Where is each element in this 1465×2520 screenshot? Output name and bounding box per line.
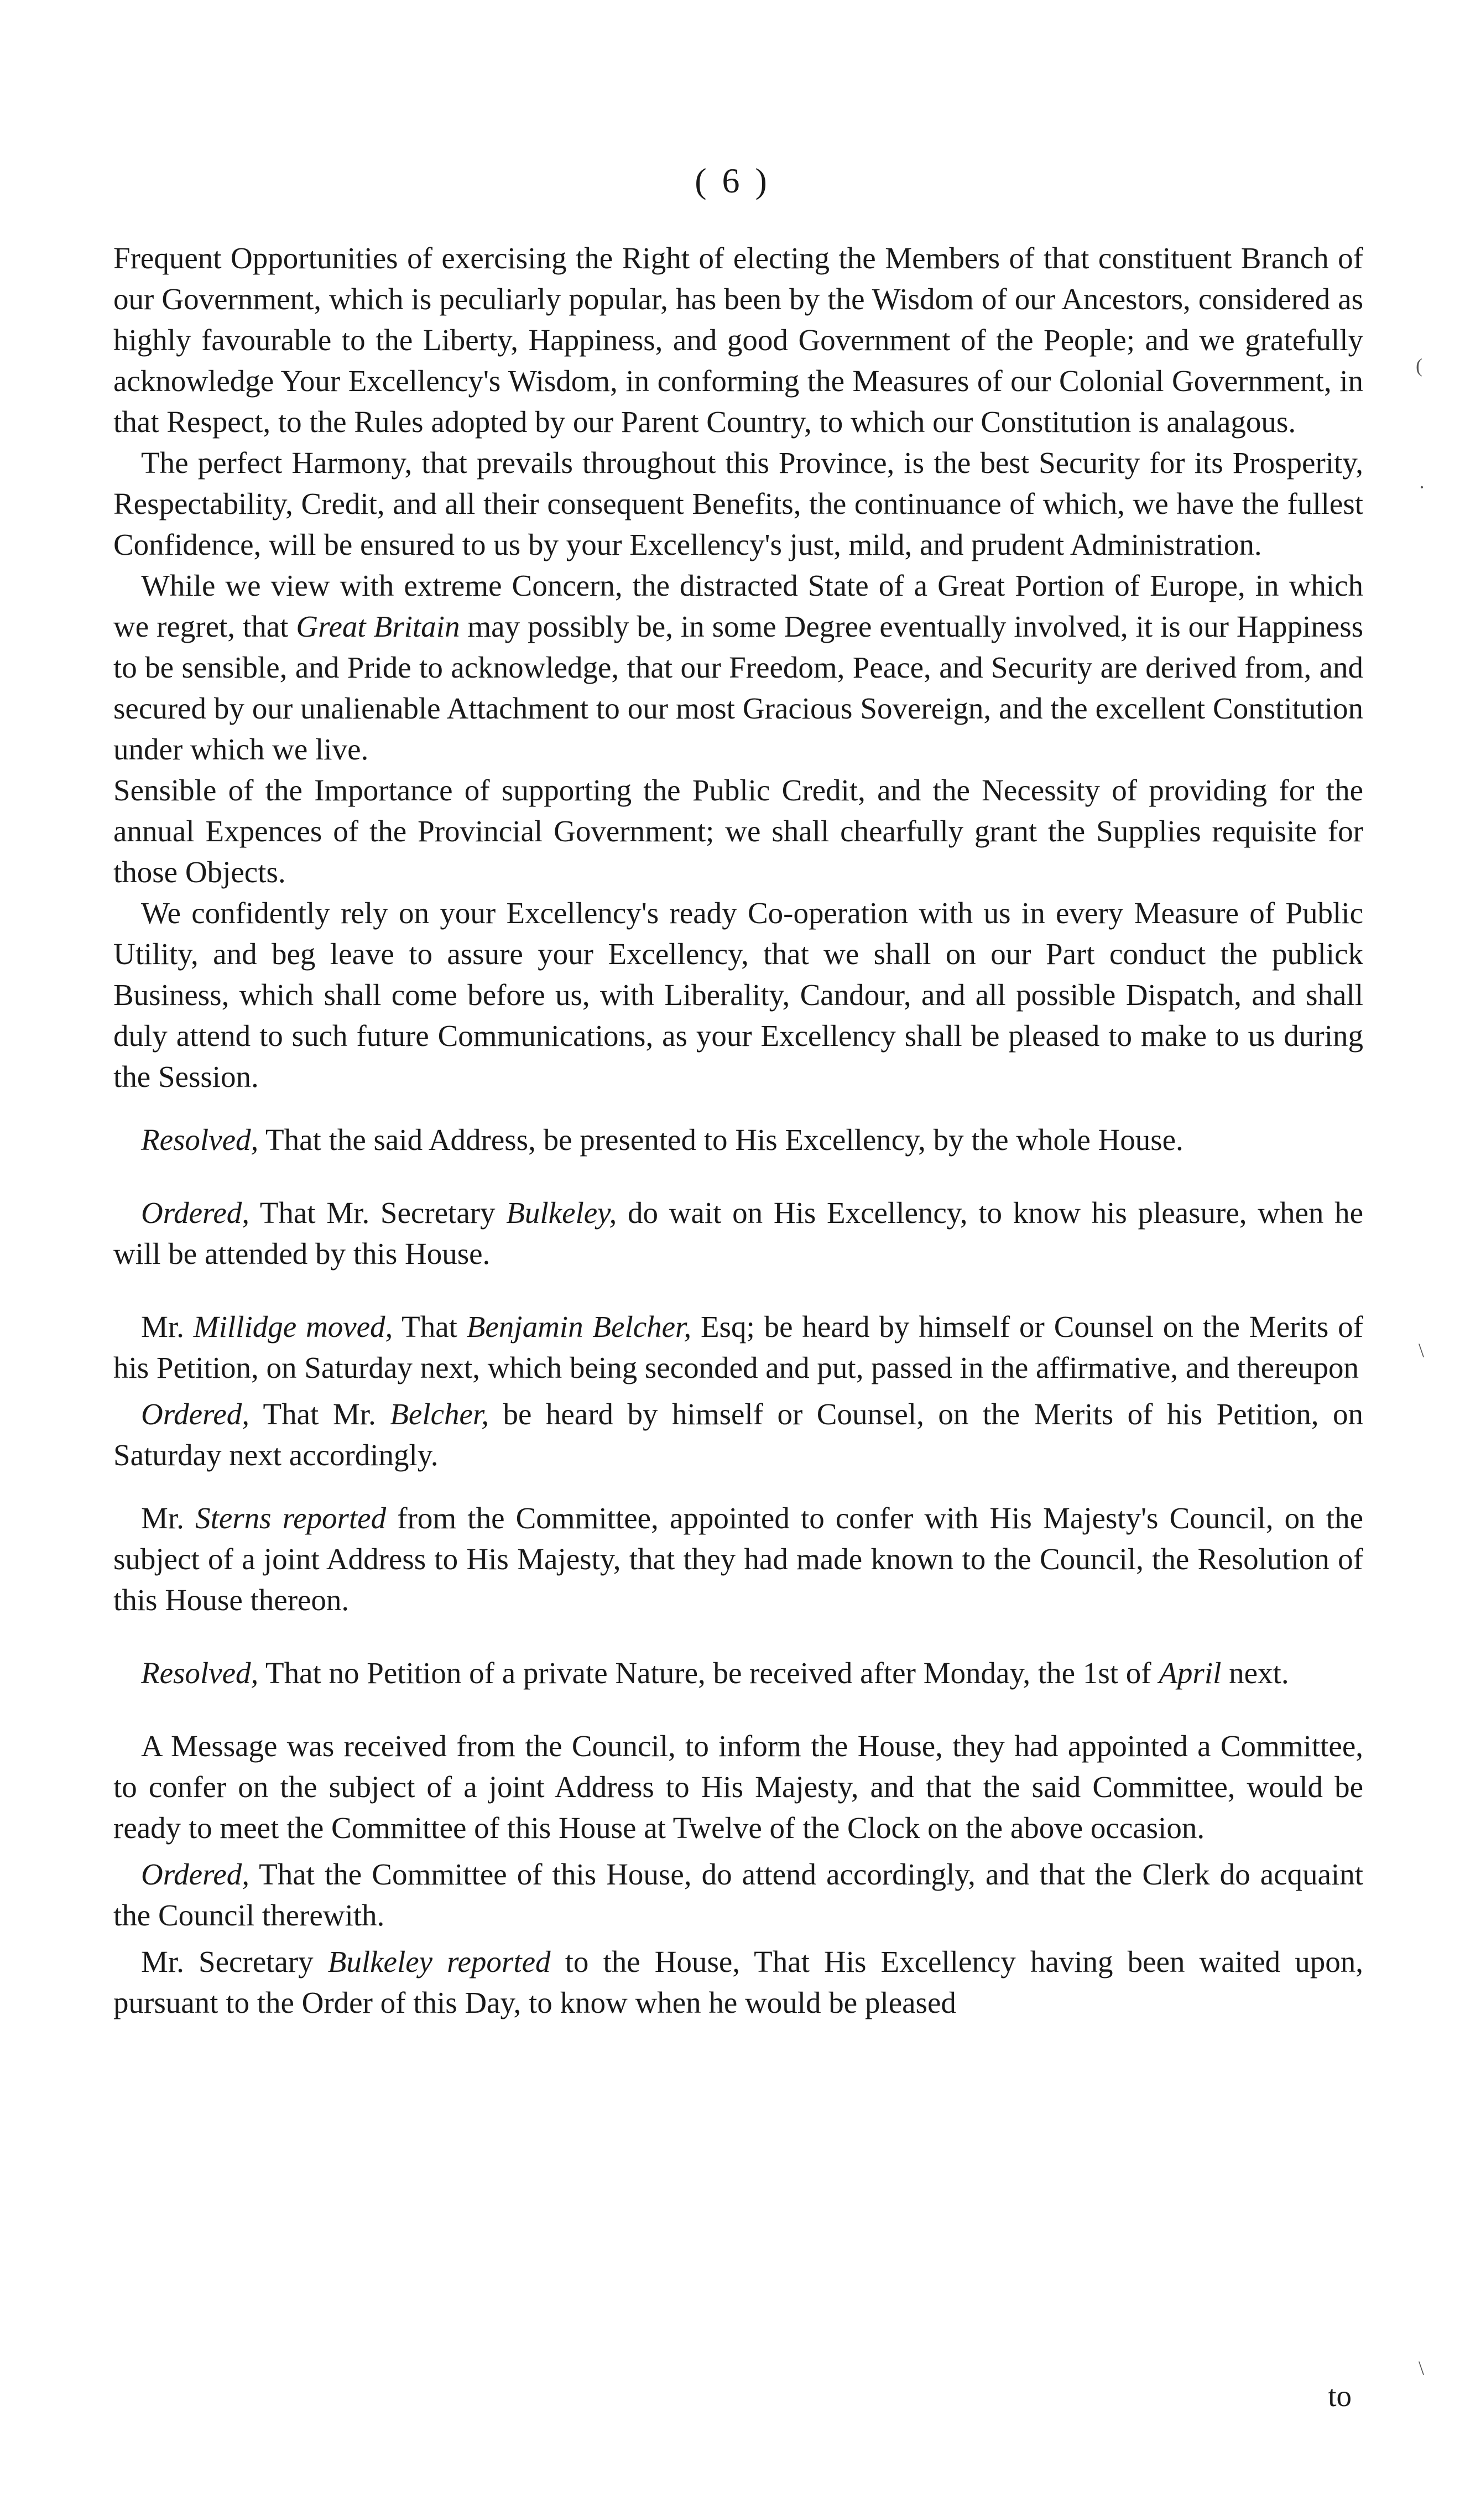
entry-lead: Resolved, (141, 1123, 259, 1157)
entry-text: That Mr. (249, 1397, 390, 1431)
entry-lead: Bulkeley reported (327, 1945, 551, 1978)
paragraph-text: may possibly be, in some Degree eventually involved, it is our Happiness to be sensible, and Pride to acknowledge, that our Freedom, Peace, and Security are derived from, and secured by our unalienable Attachment to our most Gracious Sovereign, and the excellent Constitution under which we live. (113, 610, 1363, 766)
order-entry (113, 1854, 1363, 1936)
entry-text: Esq; be heard by himself or Counsel on the Merits of his Petition, on Saturday next, which being seconded and put, passed in the affirmative, and thereupon (113, 1310, 1363, 1384)
entry-text: Mr. Secretary (141, 1945, 328, 1978)
entry-lead: Ordered, (141, 1196, 250, 1230)
report-entry (113, 1498, 1363, 1621)
entry-text: be heard by himself or Counsel, on the Merits of his Petition, on Saturday next accordingly. (113, 1397, 1364, 1472)
entry-lead: Resolved, (141, 1656, 259, 1690)
address-paragraph: The perfect Harmony, that prevails throughout this Province, is the best Security for its Prosperity, Respectability, Credit, and all their consequent Benefits, the continuance of which, we have the fullest Confidence, will be ensured to us by your Excellency's just, mild, and prudent Administration. (113, 446, 1363, 561)
address-paragraph: Frequent Opportunities of exercising the Right of electing the Members of that constituent Branch of our Government, which is peculiarly popular, has been by the Wisdom of our Ancestors, considered as highly favourable to the Liberty, Happiness, and good Government of the People; and we gratefully acknowledge Your Excellency's Wisdom, in conforming the Measures of our Colonial Government, in that Respect, to the Rules adopted by our Parent Country, to which our Constitution is analagous. (113, 241, 1363, 439)
catchword: to (1328, 2379, 1352, 2413)
entry-text: That the Committee of this House, do attend accordingly, and that the Clerk do acquaint the Council therewith. (113, 1857, 1363, 1932)
paragraph-text: While we view with extreme Concern, the distracted State of a Great Portion of Europe, in which we regret, that (113, 569, 1363, 643)
italic-name: Bulkeley, (506, 1196, 617, 1230)
entry-lead: Sterns reported (195, 1501, 387, 1535)
entry-text: next. (1221, 1656, 1289, 1690)
entry-text: Mr. (141, 1501, 196, 1535)
entry-text: That (393, 1310, 467, 1344)
resolution-entry (113, 1653, 1363, 1694)
resolution-entry (113, 1120, 1363, 1160)
page-number: ( 6 ) (695, 161, 770, 200)
italic-name: Benjamin Belcher, (466, 1310, 692, 1344)
entry-text: do wait on His Excellency, to know his pleasure, when he will be attended by this House. (113, 1196, 1363, 1271)
motion-entry (113, 1306, 1363, 1388)
margin-mark: · (1419, 476, 1425, 498)
entry-text: to the House, That His Excellency having been waited upon, pursuant to the Order of this Day, to know when he would be pleased (113, 1945, 1363, 2019)
order-entry (113, 1193, 1363, 1274)
entry-text: That Mr. Secretary (249, 1196, 507, 1230)
italic-name: April (1159, 1656, 1222, 1690)
italic-name: Great Britain (296, 610, 460, 643)
entry-text: That the said Address, be presented to His Excellency, by the whole House. (258, 1123, 1184, 1157)
italic-name: Belcher, (390, 1397, 489, 1431)
margin-mark: \ (1419, 2357, 1425, 2379)
entry-text: Mr. (141, 1310, 194, 1344)
address-paragraph (113, 565, 1363, 770)
report-entry (113, 1941, 1363, 2023)
entry-text: That no Petition of a private Nature, be received after Monday, the 1st of (258, 1656, 1159, 1690)
page-body (113, 238, 1363, 2023)
entry-lead: Millidge moved, (193, 1310, 393, 1344)
entry-lead: Ordered, (141, 1857, 250, 1891)
margin-mark: \ (1419, 1339, 1425, 1361)
margin-mark: ( (1416, 355, 1422, 377)
address-paragraph: Sensible of the Importance of supporting the Public Credit, and the Necessity of providing for the annual Expences of the Provincial Government; we shall chearfully grant the Supplies requisite for those Objects. (113, 773, 1363, 889)
entry-text: from the Committee, appointed to confer with His Majesty's Council, on the subject of a joint Address to His Majesty, that they had made known to the Council, the Resolution of this House thereon. (113, 1501, 1363, 1617)
address-paragraph: We confidently rely on your Excellency's ready Co-operation with us in every Measure of Public Utility, and beg leave to assure your Excellency, that we shall on our Part conduct the publick Business, which shall come before us, with Liberality, Candour, and all possible Dispatch, and shall duly attend to such future Communications, as your Excellency shall be pleased to make to us during the Session. (113, 896, 1363, 1094)
order-entry (113, 1394, 1363, 1476)
entry-lead: Ordered, (141, 1397, 250, 1431)
message-entry: A Message was received from the Council, to inform the House, they had appointed a Committee, to confer on the subject of a joint Address to His Majesty, and that the said Committee, would be ready to meet the Committee of this House at Twelve of the Clock on the above occasion. (113, 1729, 1363, 1845)
